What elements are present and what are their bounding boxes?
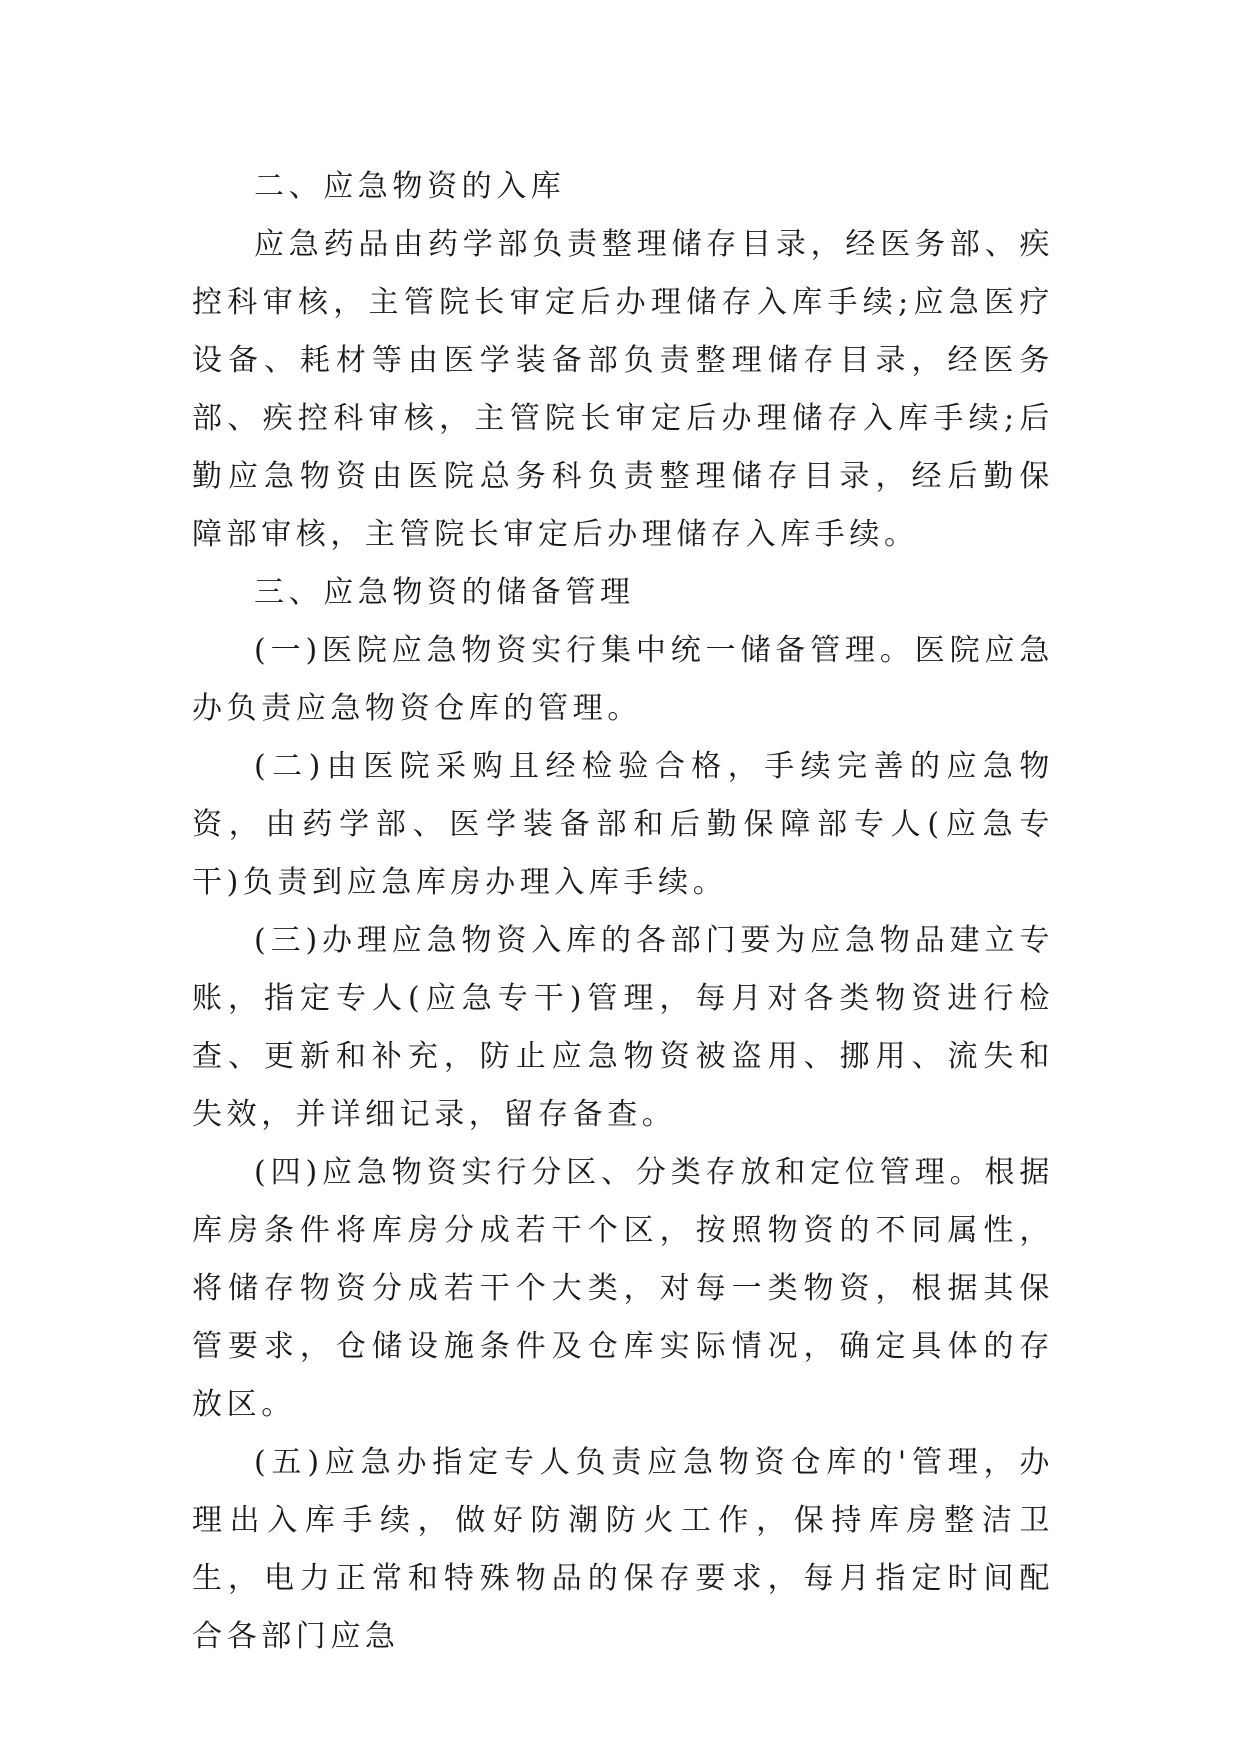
paragraph-item-1: (一)医院应急物资实行集中统一储备管理。医院应急办负责应急物资仓库的管理。 [192, 633, 1054, 726]
paragraph-item-3: (三)办理应急物资入库的各部门要为应急物品建立专账，指定专人(应急专干)管理，每月对各类物资进行检查、更新和补充，防止应急物资被盗用、挪用、流失和失效，并详细记录，留存备查。 [192, 923, 1054, 1132]
document-body [192, 158, 1054, 1666]
section-heading-3: 三、应急物资的储备管理 [254, 575, 635, 610]
paragraph-item-4: (四)应急物资实行分区、分类存放和定位管理。根据库房条件将库房分成若干个区，按照物资的不同属性，将储存物资分成若干个大类，对每一类物资，根据其保管要求，仓储设施条件及仓库实际情况，确定具体的存放区。 [192, 1155, 1054, 1422]
section-heading-2: 二、应急物资的入库 [254, 169, 566, 204]
paragraph-item-5: (五)应急办指定专人负责应急物资仓库的'管理，办理出入库手续，做好防潮防火工作，保持库房整洁卫生，电力正常和特殊物品的保存要求，每月指定时间配合各部门应急 [192, 1445, 1054, 1654]
paragraph-item-2: (二)由医院采购且经检验合格，手续完善的应急物资，由药学部、医学装备部和后勤保障部专人(应急专干)负责到应急库房办理入库手续。 [192, 749, 1054, 900]
paragraph-storage-procedure: 应急药品由药学部负责整理储存目录，经医务部、疾控科审核，主管院长审定后办理储存入库手续;应急医疗设备、耗材等由医学装备部负责整理储存目录，经医务部、疾控科审核，主管院长审定后办理储存入库手续;后勤应急物资由医院总务科负责整理储存目录，经后勤保障部审核，主管院长审定后办理储存入库手续。 [192, 227, 1054, 552]
